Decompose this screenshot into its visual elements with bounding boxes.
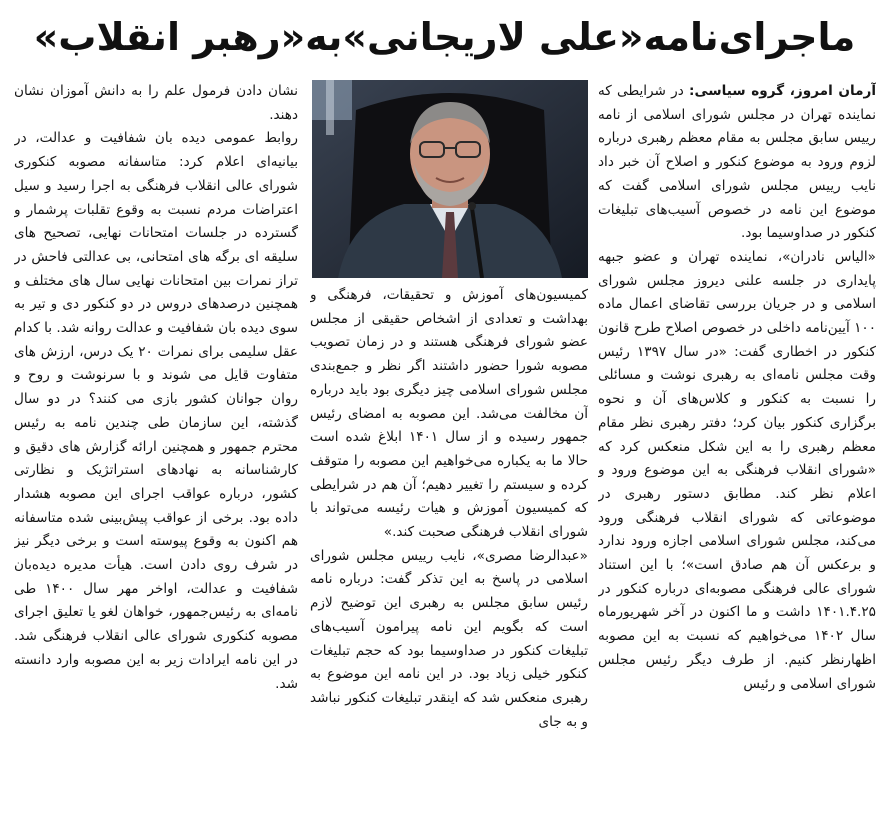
column-right xyxy=(598,80,876,810)
column-middle xyxy=(310,80,588,810)
paragraph-naderan: «الیاس نادران»، نماینده تهران و عضو جبهه پایداری در جلسه علنی دیروز مجلس شورای اسلامی و در جریان بررسی تقاضای اعمال ماده ۱۰۰ آیین‌نامه داخلی در خصوص اصلاح طرح قانون کنکور در اخطاری گفت: «در سال ۱۳۹۷ رئیس وقت مجلس نامه‌ای به رهبری نوشت و مسائلی را نسبت به کنکور و کلاس‌های آن و نحوه برگزاری کنکور بیان کرد؛ دفتر رهبری نظر مقام معظم رهبری را به این شکل منعکس کرد که «شورای انقلاب فرهنگی به این موضوع ورود و اعلام نظر کند. مطابق دستور رهبری در موضوعاتی که شورای انقلاب فرهنگی ورود می‌کند، مجلس شورای اسلامی اجازه ورود ندارد و برعکس آن هم صادق است»؛ با این استناد شورای عالی فرهنگی مصوبه‌ای درباره کنکور در ۱۴۰۱.۴.۲۵ داشت و ما اکنون در آخر شهریورماه سال ۱۴۰۲ می‌خواهیم که نسبت به این مصوبه اظهارنظر کنیم. از طرف دیگر رئیس مجلس شورای اسلامی و رئیس xyxy=(598,248,876,692)
portrait-photo xyxy=(312,80,588,278)
headline: ماجرای‌نامه«علی لاریجانی»به«رهبر انقلاب» xyxy=(33,15,856,59)
paragraph-mesri: «عبدالرضا مصری»، نایب رییس مجلس شورای اسلامی در پاسخ به این تذکر گفت: درباره نامه رئیس سابق مجلس به رهبری این توضیح لازم است که بگویم این نامه پیرامون آسیب‌های تبلیغات کنکور در صداوسیما بود که حجم تبلیغات کنکور خیلی زیاد بود. در این نامه این موضوع به رهبری منعکس شد که اینقدر تبلیغات کنکور نباشد و به جای xyxy=(310,547,588,730)
column-left xyxy=(14,80,298,810)
paragraph-watchdog-statement: روابط عمومی دیده بان شفافیت و عدالت، در بیانیه‌ای اعلام کرد: متاسفانه مصوبه کنکوری شورای عالی انقلاب فرهنگی به اجرا رسید و سیل اعتراضات مردم نسبت به وقوع تقلبات پرشمار و گسترده در جلسات امتحانات نهایی، تصحیح های سلیقه ای برگه های امتحانی، بی عدالتی فاحش در تراز نمرات بین امتحانات نهایی سال های مختلف و همچنین درصدهای دروس در دو کنکور دی و تیر به سوی دیده بان شفافیت و عدالت روانه شد. با کدام عقل سلیمی برای نمرات ۲۰ یک درس، ارزش های متفاوت قایل می شوند و با سرنوشت و روح و روان جوانان کشور بازی می کنند؟ در دو سال گذشته، این سازمان طی چندین نامه به رئیس محترم جمهور و همچنین ارائه گزارش های دقیق و کارشناسانه به نهادهای استراتژیک و نظارتی کشور، درباره عواقب اجرای این مصوبه هشدار داده بود. برخی از عواقب پیش‌بینی شده متاسفانه هم اکنون به وقوع پیوسته است و برخی دیگر نیز در شرف روی دادن است. هیأت مدیره دیده‌بان شفافیت و عدالت، اواخر مهر سال ۱۴۰۰ طی نامه‌ای به رئیس‌جمهور، خواهان لغو یا تعلیق اجرای مصوبه کنکوری شورای عالی انقلاب فرهنگی شد. در این نامه ایرادات زیر به این مصوبه وارد دانسته شد. xyxy=(14,130,298,692)
intro-text: در شرایطی که نماینده تهران در مجلس شورای اسلامی از نامه رییس سابق مجلس به مقام معظم رهبری درباره لزوم ورود به موضوع کنکور و اصلاح آن خبر داد نایب رییس مجلس شورای اسلامی گفت که موضوع این نامه در خصوص آسیب‌های تبلیغات کنکور در صداوسیما بود. xyxy=(598,83,876,242)
byline: آرمان امروز، گروه سیاسی: xyxy=(689,83,876,99)
paragraph-commissions: کمیسیون‌های آموزش و تحقیقات، فرهنگی و بهداشت و تعدادی از اشخاص حقیقی از مجلس عضو شورای فرهنگی هستند و در زمان تصویب مصوبه شورا حضور داشتند اگر نظر و جمع‌بندی مجلس شورای اسلامی چیز دیگری بود باید درباره آن مخالفت می‌شد. این مصوبه به امضای رئیس جمهور رسیده و از سال ۱۴۰۱ ابلاغ شده است حالا ما به یکباره می‌خواهیم این مصوبه را متوقف کرده و سیستم را تغییر دهیم؛ آن هم در شرایطی که کمیسیون آموزش و هیات رئیسه می‌تواند با شورای انقلاب فرهنگی صحبت کند.» xyxy=(310,287,588,541)
paragraph-intro xyxy=(598,80,876,246)
portrait-illustration xyxy=(312,80,588,278)
paragraph-continuation: نشان دادن فرمول علم را به دانش آموزان نشان دهند. xyxy=(14,83,298,123)
